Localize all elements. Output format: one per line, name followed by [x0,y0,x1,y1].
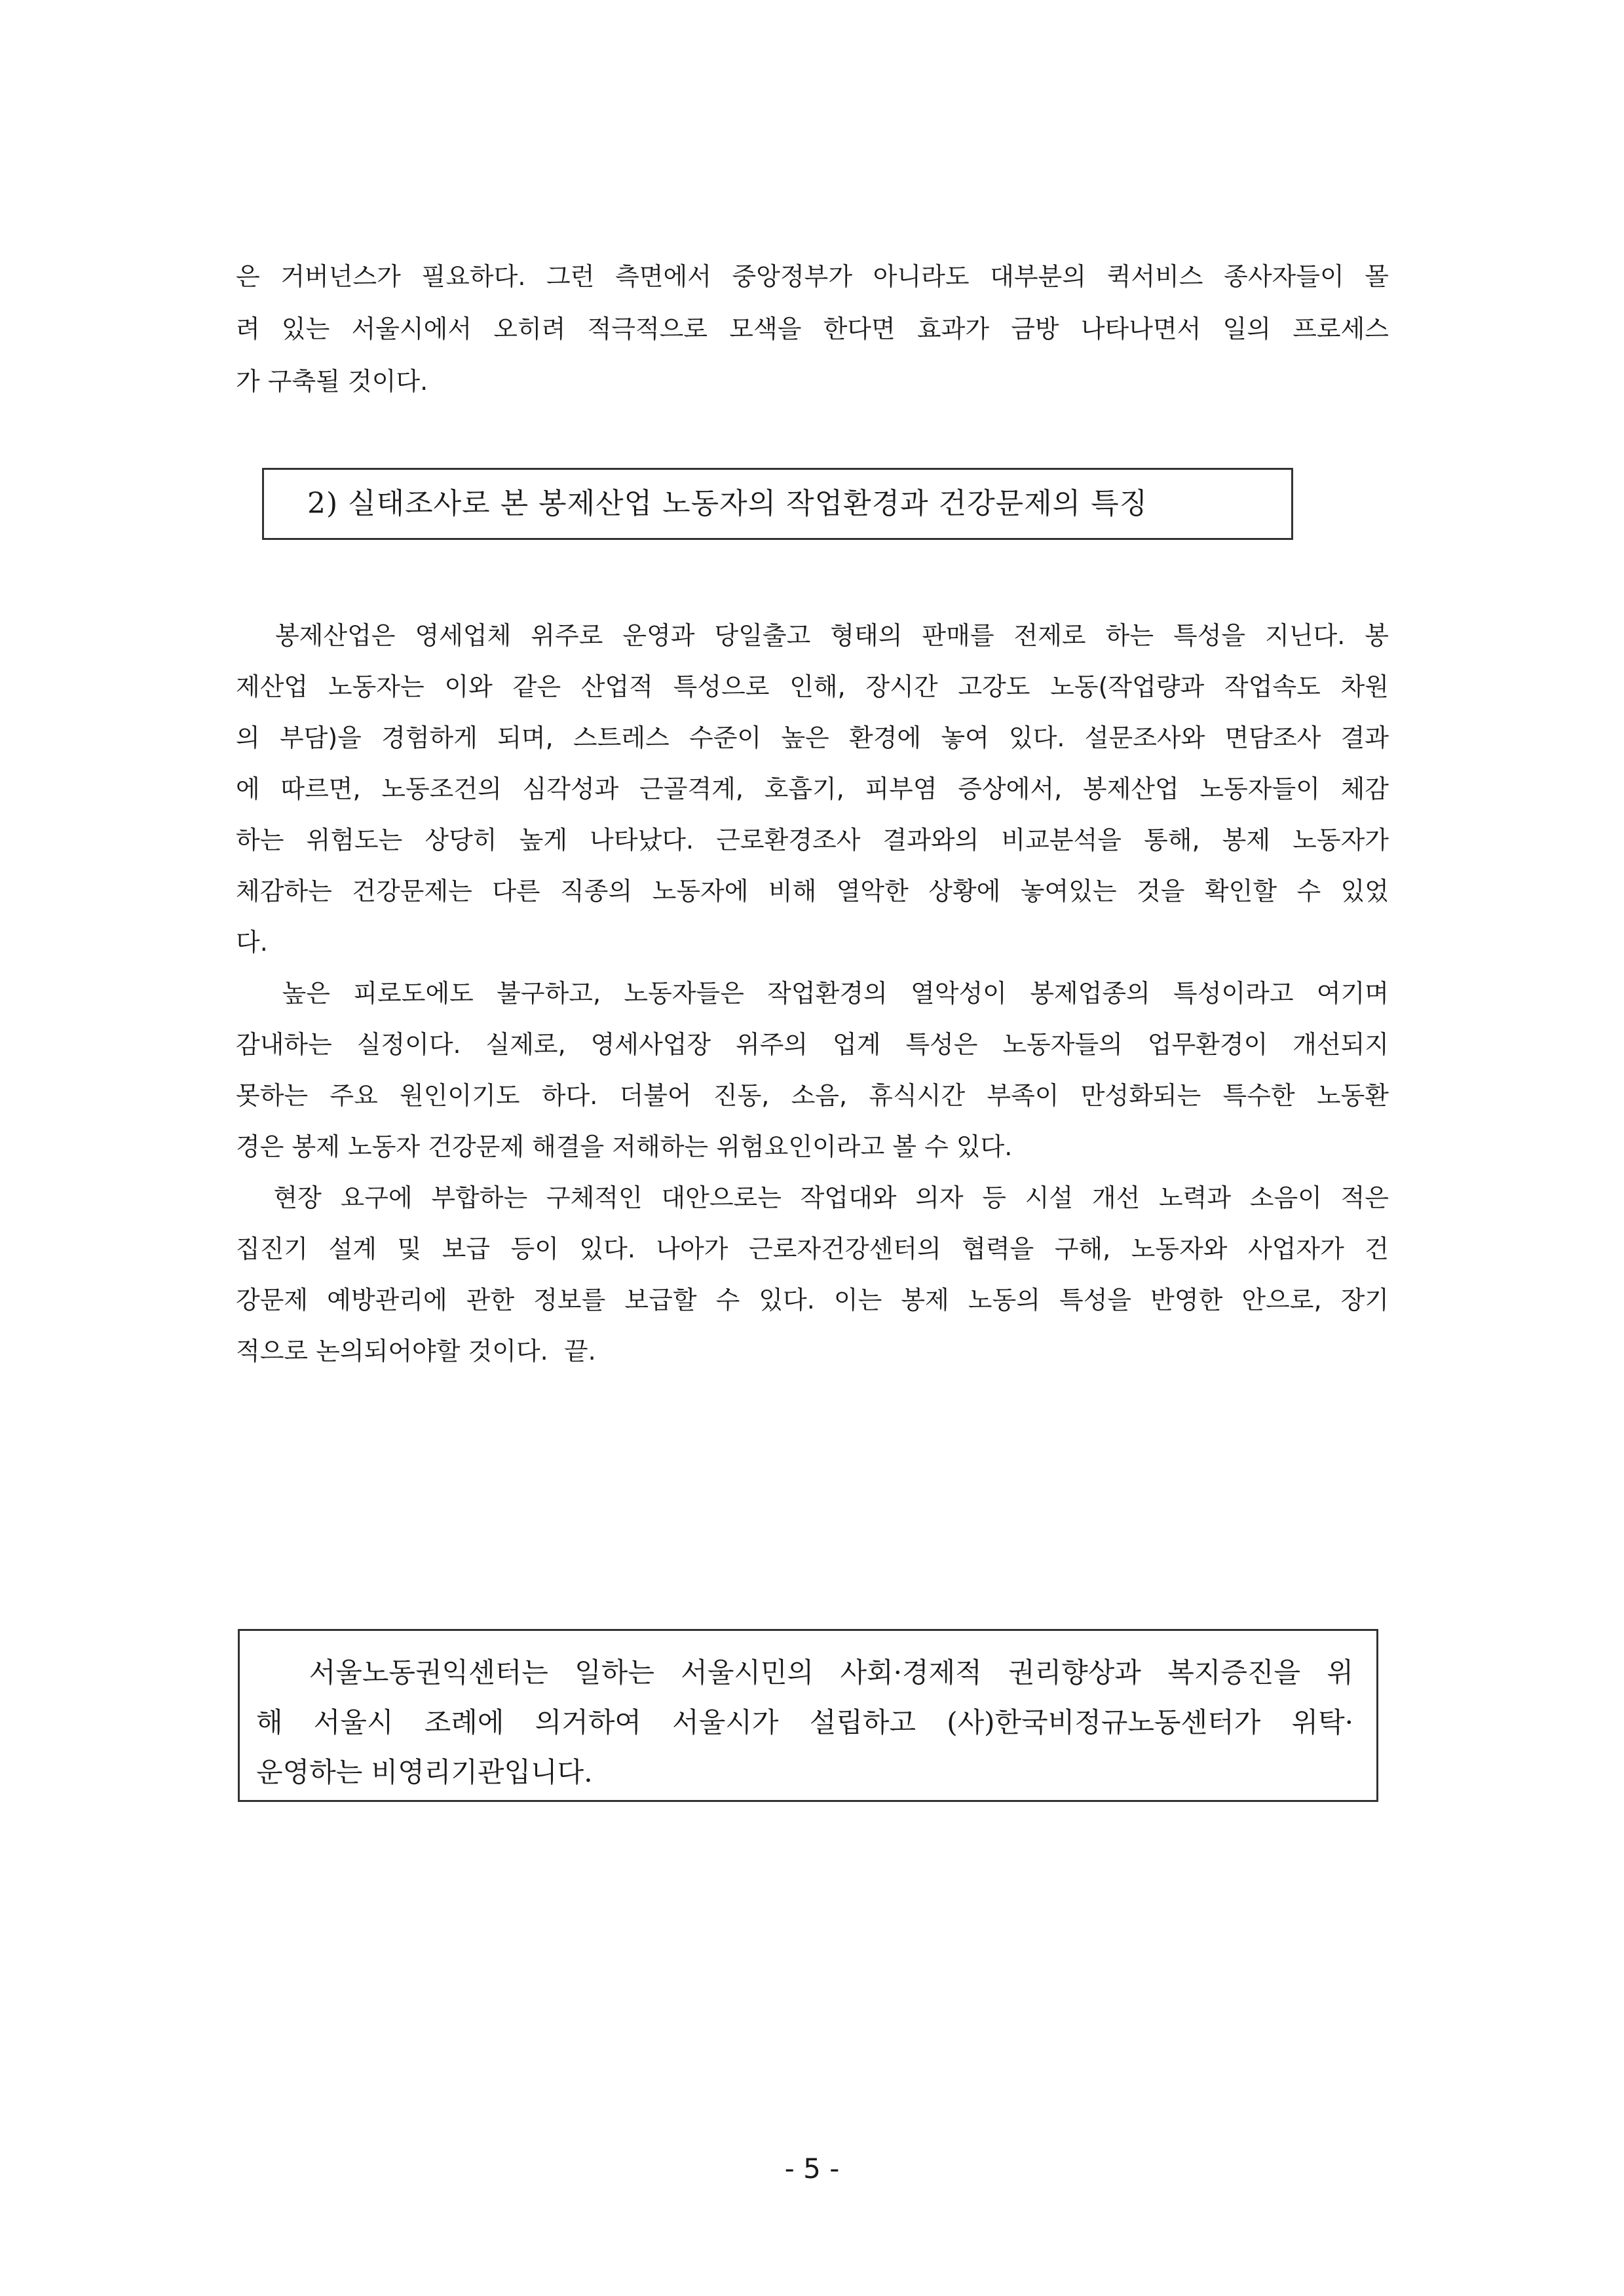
paragraph-line: 집진기 설계 및 보급 등이 있다. 나아가 근로자건강센터의 협력을 구해, 노동자와 사업자가 건 [236,1234,1389,1263]
paragraph-line: 의 부담)을 경험하게 되며, 스트레스 수준이 높은 환경에 놓여 있다. 설문조사와 면담조사 결과 [236,723,1389,752]
paragraph-line: 려 있는 서울시에서 오히려 적극적으로 모색을 한다면 효과가 금방 나타나면서 일의 프로세스 [236,315,1389,343]
paragraph-line: 현장 요구에 부합하는 구체적인 대안으로는 작업대와 의자 등 시설 개선 노력과 소음이 적은 [236,1183,1389,1212]
notice-line: 해 서울시 조례에 의거하여 서울시가 설립하고 (사)한국비정규노동센터가 위탁· [256,1706,1353,1738]
paragraph-line: 가 구축될 것이다. [236,367,428,396]
paragraph-line: 못하는 주요 원인이기도 하다. 더불어 진동, 소음, 휴식시간 부족이 만성화되는 특수한 노동환 [236,1081,1389,1110]
paragraph-line: 하는 위험도는 상당히 높게 나타났다. 근로환경조사 결과와의 비교분석을 통해, 봉제 노동자가 [236,826,1389,854]
paragraph-line: 높은 피로도에도 불구하고, 노동자들은 작업환경의 열악성이 봉제업종의 특성이라고 여기며 [236,979,1389,1008]
paragraph-line: 체감하는 건강문제는 다른 직종의 노동자에 비해 열악한 상황에 놓여있는 것을 확인할 수 있었 [236,877,1389,906]
section-heading-box [262,468,1293,540]
paragraph-line: 에 따르면, 노동조건의 심각성과 근골격계, 호흡기, 피부염 증상에서, 봉제산업 노동자들이 체감 [236,775,1389,803]
paragraph-line: 경은 봉제 노동자 건강문제 해결을 저해하는 위험요인이라고 볼 수 있다. [236,1132,1013,1161]
paragraph-line: 감내하는 실정이다. 실제로, 영세사업장 위주의 업계 특성은 노동자들의 업무환경이 개선되지 [236,1030,1389,1059]
paragraph-line: 다. [236,928,268,957]
notice-line: 운영하는 비영리기관입니다. [256,1756,593,1788]
organization-notice-box [238,1629,1378,1802]
page-number: - 5 - [784,2152,840,2185]
notice-line: 서울노동권익센터는 일하는 서울시민의 사회·경제적 권리향상과 복지증진을 위 [256,1656,1353,1689]
paragraph-line: 강문제 예방관리에 관한 정보를 보급할 수 있다. 이는 봉제 노동의 특성을 반영한 안으로, 장기 [236,1286,1389,1314]
paragraph-line: 적으로 논의되어야할 것이다. 끝. [236,1337,596,1366]
paragraph-line: 봉제산업은 영세업체 위주로 운영과 당일출고 형태의 판매를 전제로 하는 특성을 지닌다. 봉 [236,621,1389,650]
paragraph-line: 제산업 노동자는 이와 같은 산업적 특성으로 인해, 장시간 고강도 노동(작업량과 작업속도 차원 [236,672,1389,701]
section-heading: 2) 실태조사로 본 봉제산업 노동자의 작업환경과 건강문제의 특징 [307,487,1148,520]
paragraph-line: 은 거버넌스가 필요하다. 그런 측면에서 중앙정부가 아니라도 대부분의 퀵서비스 종사자들이 몰 [236,262,1389,291]
